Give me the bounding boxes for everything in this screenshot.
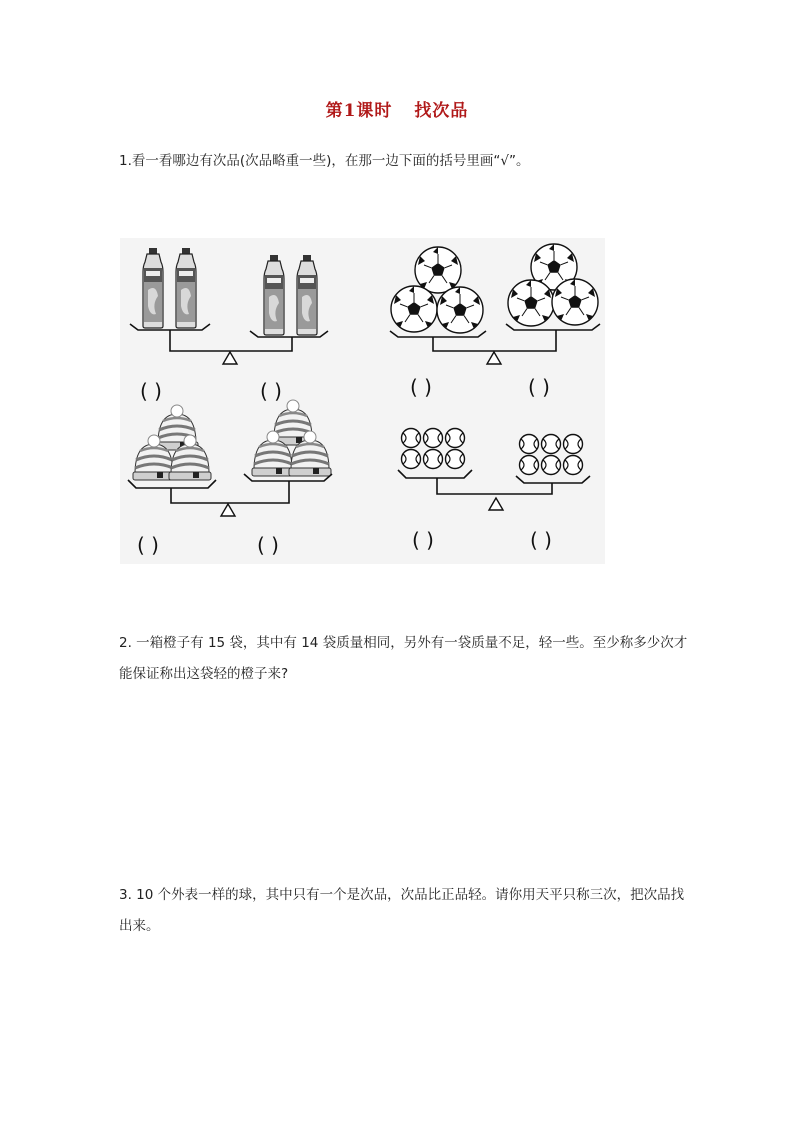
balance-scales-figure <box>120 238 605 564</box>
tennis-ball-icon <box>564 435 583 454</box>
tennis-ball-icon <box>424 429 443 448</box>
tennis-ball-icon <box>446 429 465 448</box>
balance-1 <box>130 248 328 403</box>
tennis-ball-icon <box>446 450 465 469</box>
answer-blank-1b[interactable]: ( ) <box>260 379 282 403</box>
question-1: 1.看一看哪边有次品(次品略重一些)，在那一边下面的括号里画“√”。 <box>119 153 530 169</box>
answer-blank-3a[interactable]: ( ) <box>137 533 159 557</box>
tennis-ball-icon <box>564 456 583 475</box>
fulcrum-icon <box>487 352 501 364</box>
balance-4 <box>398 429 590 553</box>
tennis-ball-icon <box>542 456 561 475</box>
tennis-ball-icon <box>520 435 539 454</box>
soccer-ball-icon <box>552 279 598 325</box>
answer-blank-2a[interactable]: ( ) <box>410 375 432 399</box>
soccer-ball-icon <box>415 247 461 293</box>
tennis-ball-icon <box>402 450 421 469</box>
answer-blank-3b[interactable]: ( ) <box>257 533 279 557</box>
answer-blank-2b[interactable]: ( ) <box>528 375 550 399</box>
tennis-ball-icon <box>542 435 561 454</box>
question-2: 2. 一箱橙子有 15 袋，其中有 14 袋质量相同，另外有一袋质量不足，轻一些。至少称多少次才能保证称出这袋轻的橙子来? <box>119 635 688 682</box>
balance-3 <box>128 400 332 557</box>
question-3: 3. 10 个外表一样的球，其中只有一个是次品，次品比正品轻。请你用天平只称三次，把次品找出来。 <box>119 887 685 934</box>
fulcrum-icon <box>489 498 503 510</box>
page-title <box>0 96 794 121</box>
bottle-icon <box>264 255 284 335</box>
balance-2 <box>390 244 600 399</box>
tennis-ball-icon <box>520 456 539 475</box>
bottle-icon <box>176 248 196 328</box>
answer-blank-4b[interactable]: ( ) <box>530 528 552 552</box>
soccer-ball-icon <box>391 286 437 332</box>
soccer-ball-icon <box>508 280 554 326</box>
fulcrum-icon <box>221 504 235 516</box>
tennis-ball-icon <box>424 450 443 469</box>
bottle-icon <box>143 248 163 328</box>
answer-blank-1a[interactable]: ( ) <box>140 379 162 403</box>
fulcrum-icon <box>223 352 237 364</box>
lesson-number: 第1课时 <box>325 101 393 121</box>
bottle-icon <box>297 255 317 335</box>
tennis-ball-icon <box>402 429 421 448</box>
lesson-topic: 找次品 <box>414 101 469 121</box>
answer-blank-4a[interactable]: ( ) <box>412 528 434 552</box>
soccer-ball-icon <box>437 287 483 333</box>
